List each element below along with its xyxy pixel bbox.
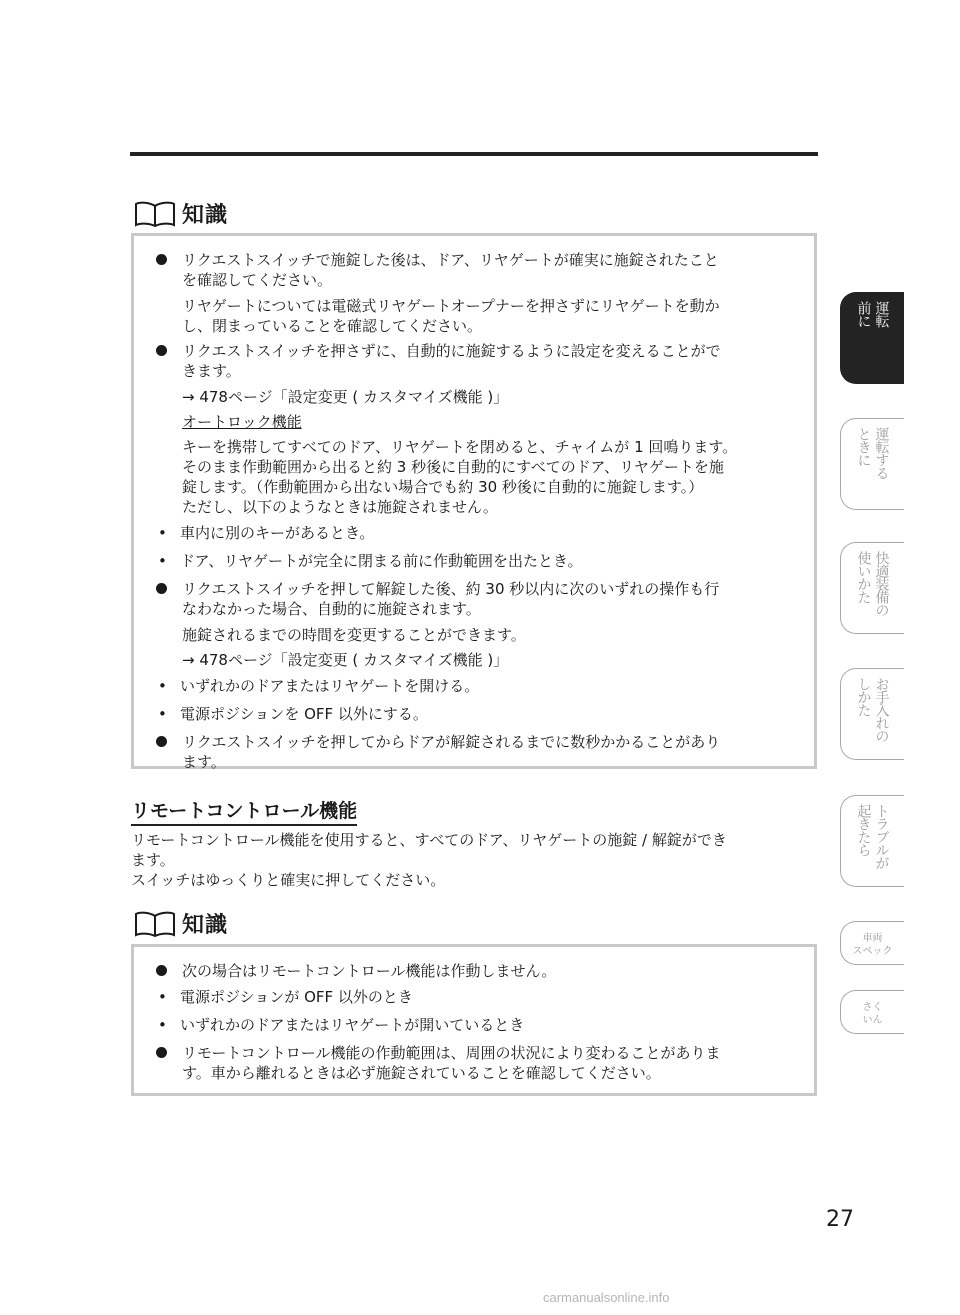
text-line: 電源ポジションが OFF 以外のとき [180, 988, 413, 1006]
text-line: そのまま作動範囲から出ると約 3 秒後に自動的にすべてのドア、リヤゲートを施 [182, 458, 724, 476]
paragraph [156, 437, 798, 517]
text-line: ただし、以下のようなときは施錠されません。 [182, 498, 498, 516]
bullet-dot [156, 583, 167, 594]
bullet-dot [156, 965, 167, 976]
info-heading-label: 知識 [182, 203, 229, 228]
bullet-item [156, 732, 798, 772]
tab-label: お手入れの [873, 677, 890, 742]
tab-label: 快適装備の [873, 551, 890, 616]
tab-label: 運転 [873, 301, 890, 327]
bullet-dot [156, 345, 167, 356]
open-book-icon [134, 911, 176, 937]
chapter-tab[interactable] [840, 542, 904, 634]
sub-item [156, 676, 798, 696]
text-line: リクエストスイッチを押さずに、自動的に施錠するように設定を変えることがで [182, 342, 721, 360]
tab-label: トラブルが [873, 804, 890, 869]
text-line: なわなかった場合、自動的に施錠されます。 [182, 600, 481, 618]
text-line: 次の場合はリモートコントロール機能は作動しません。 [182, 962, 557, 980]
sub-item [156, 987, 798, 1007]
text-line: リモートコントロール機能の作動範囲は、周囲の状況により変わることがありま [182, 1044, 721, 1062]
chapter-tab[interactable] [840, 990, 904, 1034]
sub-item [156, 551, 798, 571]
paragraph [156, 650, 798, 670]
sub-bullet-marker: • [158, 677, 167, 695]
paragraph [156, 296, 798, 336]
text-line: リクエストスイッチで施錠した後は、ドア、リヤゲートが確実に施錠されたこと [182, 251, 719, 269]
chapter-tab[interactable] [840, 795, 904, 887]
bullet-dot [156, 1047, 167, 1058]
text-line: 錠します。（作動範囲から出ない場合でも約 30 秒後に自動的に施錠します。） [182, 478, 704, 496]
tab-label: 前に [855, 301, 872, 327]
bullet-item [156, 341, 798, 381]
text-line: ドア、リヤゲートが完全に閉まる前に作動範囲を出たとき。 [180, 552, 583, 570]
tab-label: しかた [855, 677, 872, 716]
sub-item [156, 1015, 798, 1035]
bullet-item [156, 579, 798, 619]
top-rule [130, 152, 818, 156]
sub-bullet-marker: • [158, 705, 167, 723]
tab-label: 起きたら [855, 804, 872, 856]
text-line: し、閉まっていることを確認してください。 [182, 317, 483, 335]
chapter-tab[interactable] [840, 418, 904, 510]
section-title: リモートコントロール機能 [131, 796, 357, 826]
text-line: きます。 [182, 362, 241, 380]
text-line: 施錠されるまでの時間を変更することができます。 [182, 626, 526, 644]
sub-bullet-marker: • [158, 524, 167, 542]
paragraph [156, 625, 798, 645]
tab-label: 運転する [873, 427, 890, 479]
section-body [131, 830, 821, 890]
body-line: リモートコントロール機能を使用すると、すべてのドア、リヤゲートの施錠 / 解錠ができ [131, 831, 727, 849]
subheading [156, 412, 798, 432]
tab-label: スペック [852, 946, 893, 957]
text-line: キーを携帯してすべてのドア、リヤゲートを閉めると、チャイムが 1 回鳴ります。 [182, 438, 738, 456]
body-line: スイッチはゆっくりと確実に押してください。 [131, 871, 446, 889]
text-line: リクエストスイッチを押してからドアが解錠されるまでに数秒かかることがあり [182, 733, 721, 751]
text-line: ます。 [182, 753, 226, 771]
text-line: リクエストスイッチを押して解錠した後、約 30 秒以内に次のいずれの操作も行 [182, 580, 720, 598]
text-line: オートロック機能 [182, 413, 302, 431]
info-box-1 [131, 233, 817, 769]
chapter-tab[interactable] [840, 292, 904, 384]
bullet-dot [156, 254, 167, 265]
paragraph [156, 387, 798, 407]
tab-label: 使いかた [855, 551, 872, 603]
sub-bullet-marker: • [158, 1016, 167, 1034]
bullet-item [156, 961, 798, 981]
text-line: → 478ページ「設定変更 ( カスタマイズ機能 )」 [182, 651, 509, 669]
open-book-icon [134, 201, 176, 227]
sub-bullet-marker: • [158, 552, 167, 570]
text-line: リヤゲートについては電磁式リヤゲートオープナーを押さずにリヤゲートを動か [182, 297, 720, 315]
text-line: → 478ページ「設定変更 ( カスタマイズ機能 )」 [182, 388, 509, 406]
tab-label: ときに [855, 427, 872, 466]
watermark: carmanualsonline.info [543, 1290, 670, 1305]
text-line: を確認してください。 [182, 271, 333, 289]
tab-label: さく [862, 1002, 883, 1013]
tab-label: 車両 [862, 933, 883, 944]
bullet-dot [156, 736, 167, 747]
sub-item [156, 523, 798, 543]
chapter-tab[interactable] [840, 921, 904, 965]
text-line: す。車から離れるときは必ず施錠されていることを確認してください。 [182, 1064, 661, 1082]
sub-bullet-marker: • [158, 988, 167, 1006]
sub-item [156, 704, 798, 724]
text-line: 車内に別のキーがあるとき。 [180, 524, 375, 542]
chapter-tab[interactable] [840, 668, 904, 760]
tab-label: いん [862, 1015, 883, 1026]
text-line: いずれかのドアまたはリヤゲートを開ける。 [180, 677, 480, 695]
info-box-2 [131, 944, 817, 1096]
body-line: ます。 [131, 851, 175, 869]
bullet-item [156, 250, 798, 290]
page-number: 27 [826, 1207, 854, 1232]
info-heading-2 [134, 908, 228, 939]
text-line: 電源ポジションを OFF 以外にする。 [180, 705, 428, 723]
info-heading-label: 知識 [182, 913, 229, 938]
bullet-item [156, 1043, 798, 1083]
text-line: いずれかのドアまたはリヤゲートが開いているとき [180, 1016, 525, 1034]
info-heading-1 [134, 198, 228, 229]
